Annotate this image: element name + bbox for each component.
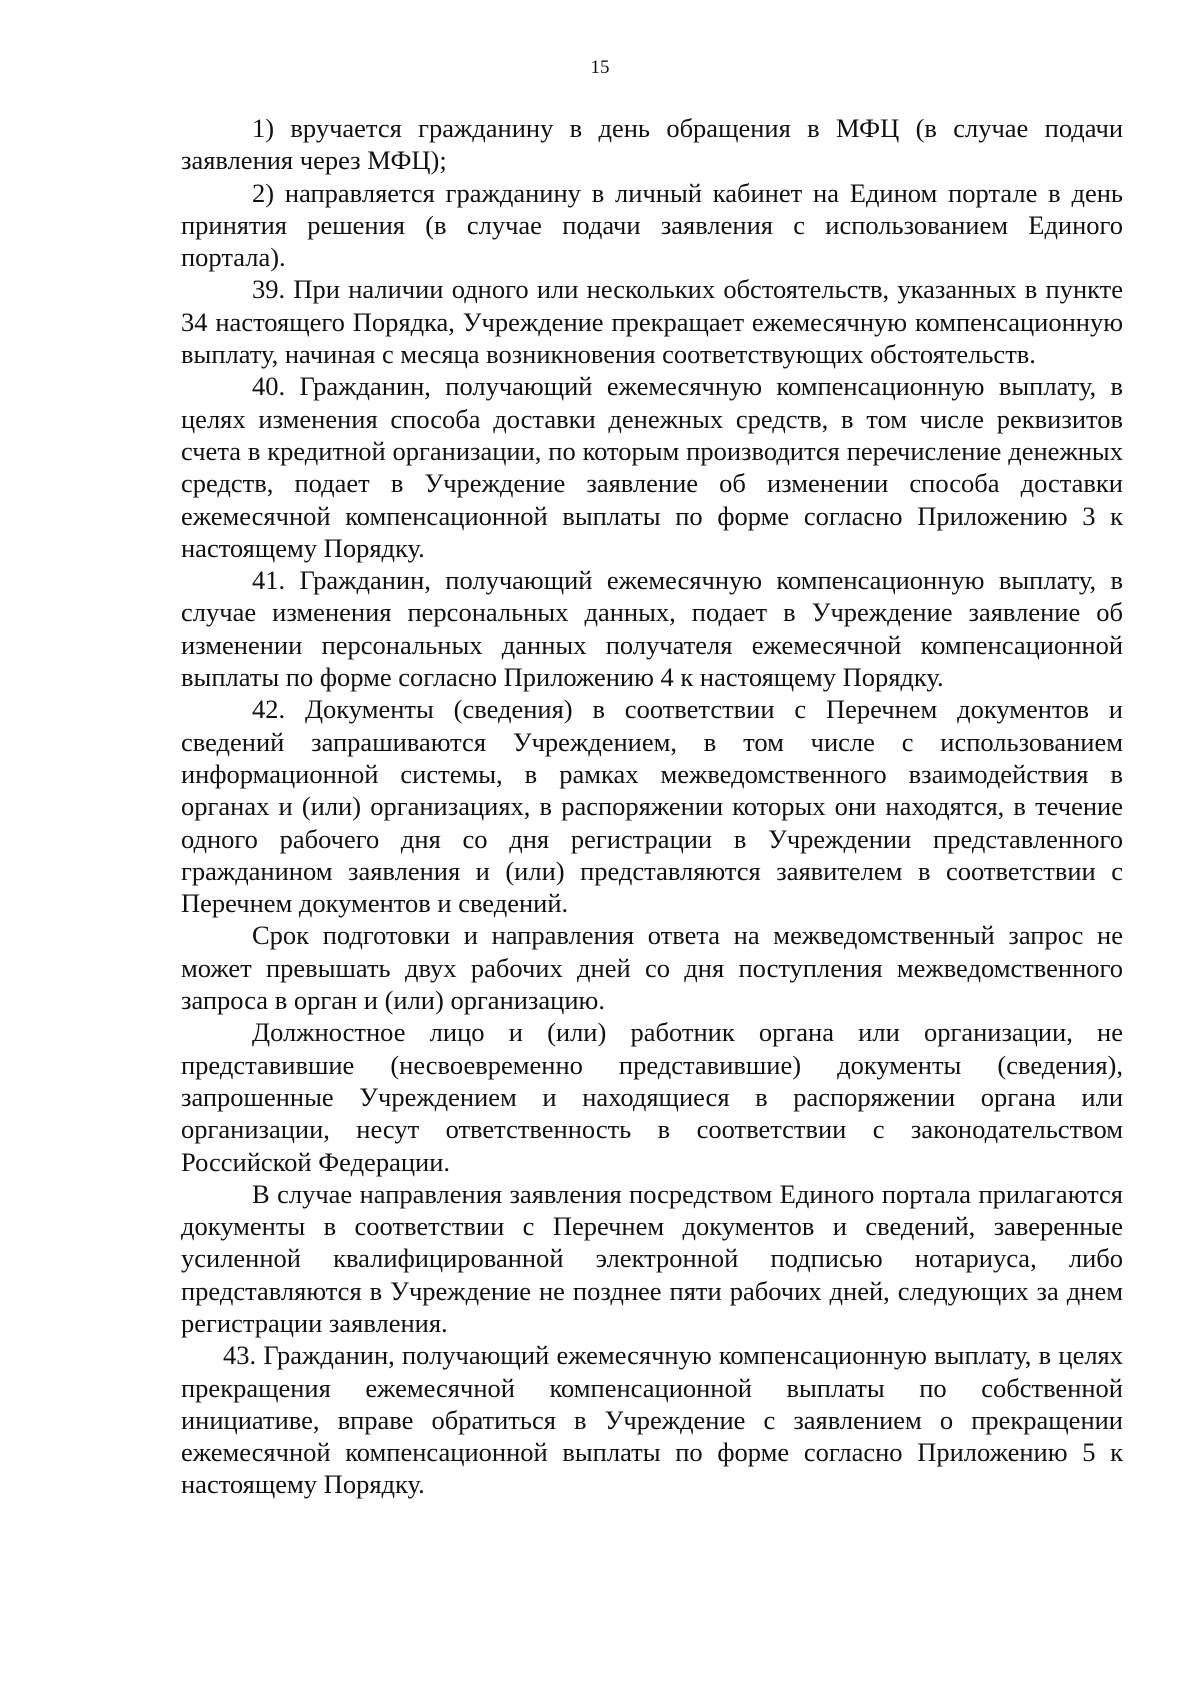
paragraph-42-portal-documents: В случае направления заявления посредством Единого портала прилагаются документы в соответствии с Перечнем документов и сведений, заверенные усиленной квалифицированной электронной подписью нотариуса, либо представляются в Учреждение не позднее пяти рабочих дней, следующих за днем регистрации заявления. xyxy=(181,1178,1123,1338)
paragraph-item-1: 1) вручается гражданину в день обращения в МФЦ (в случае подачи заявления через МФЦ); xyxy=(181,113,1123,176)
paragraph-42: 42. Документы (сведения) в соответствии с Перечнем документов и сведений запрашиваются Учреждением, в том числе с использованием информационной системы, в рамках межведомственного взаимодействия в органах и (или) организациях, в распоряжении которых они находятся, в течение одного рабочего дня со дня регистрации в Учреждении представленного гражданином заявления и (или) представляются заявителем в соответствии с Перечнем документов и сведений. xyxy=(181,694,1123,919)
paragraph-39: 39. При наличии одного или нескольких обстоятельств, указанных в пункте 34 настоящего Порядка, Учреждение прекращает ежемесячную компенсационную выплату, начиная с месяца возникновения соответствующих обстоятельств. xyxy=(181,274,1123,370)
paragraph-41: 41. Гражданин, получающий ежемесячную компенсационную выплату, в случае изменения персональных данных, подает в Учреждение заявление об изменении персональных данных получателя ежемесячной компенсационной выплаты по форме согласно Приложению 4 к настоящему Порядку. xyxy=(181,565,1123,693)
paragraph-42-response-deadline: Срок подготовки и направления ответа на межведомственный запрос не может превышать двух рабочих дней со дня поступления межведомственного запроса в орган и (или) организацию. xyxy=(181,920,1123,1016)
document-body xyxy=(181,112,1123,1501)
paragraph-43: 43. Гражданин, получающий ежемесячную компенсационную выплату, в целях прекращения ежемесячной компенсационной выплаты по собственной инициативе, вправе обратиться в Учреждение с заявлением о прекращении ежемесячной компенсационной выплаты по форме согласно Приложению 5 к настоящему Порядку. xyxy=(181,1340,1123,1500)
paragraph-item-2: 2) направляется гражданину в личный кабинет на Едином портале в день принятия решения (в случае подачи заявления с использованием Единого портала). xyxy=(181,177,1123,273)
paragraph-40: 40. Гражданин, получающий ежемесячную компенсационную выплату, в целях изменения способа доставки денежных средств, в том числе реквизитов счета в кредитной организации, по которым производится перечисление денежных средств, подает в Учреждение заявление об изменении способа доставки ежемесячной компенсационной выплаты по форме согласно Приложению 3 к настоящему Порядку. xyxy=(181,371,1123,563)
paragraph-42-responsibility: Должностное лицо и (или) работник органа или организации, не представившие (несвоевременно представившие) документы (сведения), запрошенные Учреждением и находящиеся в распоряжении органа или организации, несут ответственность в соответствии с законодательством Российской Федерации. xyxy=(181,1017,1123,1177)
page-number: 15 xyxy=(590,57,610,78)
